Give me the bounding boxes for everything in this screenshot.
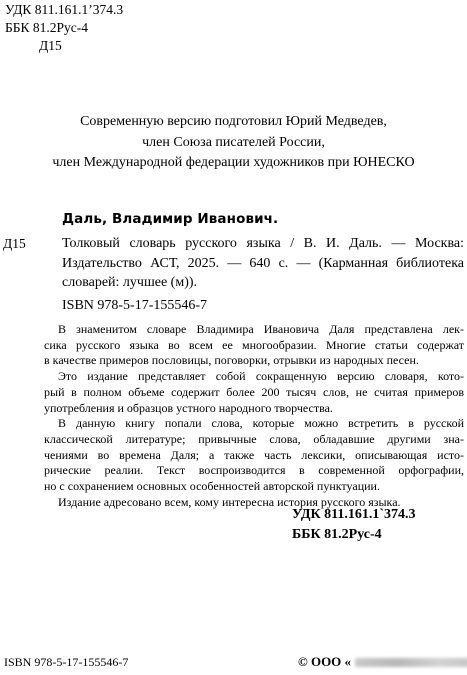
annotation-line: чениями во времена Даля; а также часть лексики, описывающая исто- (44, 447, 464, 462)
entry-line-1: Толковый словарь русского языка / В. И. Даль. — Москва: (62, 236, 464, 251)
annotation-line: употребления и образцов устного народного творчества. (44, 400, 333, 415)
udk-code-bold: УДК 811.161.1`374.3 (292, 507, 416, 522)
bbk-code-bold: ББК 81.2Рус-4 (292, 527, 382, 542)
udk-code: УДК 811.161.1’374.3 (5, 2, 124, 17)
annotation-line: но с сохранением основных особенностей авторской пунктуации. (44, 479, 380, 494)
annotation-line: рические реалии. Текст воспроизводится в современной орфографии, (44, 463, 464, 478)
copyright-line (298, 654, 467, 670)
annotation-line: Издание адресовано всем, кому интересна история русского языка. (58, 494, 401, 509)
annotation-line: рый в полном объеме содержит более 200 тысяч слов, не считая примеров (44, 384, 464, 399)
editor-credits (0, 112, 467, 174)
entry-line-2: Издательство АСТ, 2025. — 640 с. — (Карманная библиотека (62, 255, 464, 271)
imprint-codes-top (5, 1, 123, 55)
annotation-line: В знаменитом словаре Владимира Ивановича Даля представлена лек- (58, 322, 464, 336)
copyright-prefix: © ООО « (298, 654, 352, 669)
annotation-line: в качестве примеров пословицы, поговорки, отрывки из народных песен. (44, 353, 419, 368)
annotation-line: Это издание представляет собой сокращенную версию словаря, кото- (58, 369, 464, 384)
record-author: Даль, Владимир Иванович. (62, 211, 279, 227)
credits-line-2: член Союза писателей России, (142, 134, 325, 150)
footer-isbn: ISBN 978-5-17-155546-7 (4, 655, 129, 669)
blurred-publisher-name (355, 658, 467, 667)
credits-line-1: Современную версию подготовил Юрий Медведев, (80, 114, 387, 129)
author-mark: Д15 (39, 38, 62, 53)
record-mark: Д15 (3, 236, 26, 251)
annotation (44, 322, 464, 510)
entry-line-3: словарей: лучшее (м)). (62, 275, 198, 290)
credits-line-3: член Международной федерации художников при ЮНЕСКО (52, 155, 415, 170)
isbn-number: ISBN 978-5-17-155546-7 (62, 298, 208, 313)
annotation-line: сика русского языка во всем ее многообразии. Многие статьи содержат (44, 337, 464, 352)
annotation-line: В данную книгу попали слова, которые можно встретить в русской (58, 416, 464, 431)
annotation-line: классической литературе; привычные слова, обладавшие другими зна- (44, 431, 464, 446)
bibliographic-entry (62, 234, 464, 293)
bbk-code: ББК 81.2Рус-4 (5, 20, 89, 35)
imprint-codes-bottom (292, 505, 416, 545)
